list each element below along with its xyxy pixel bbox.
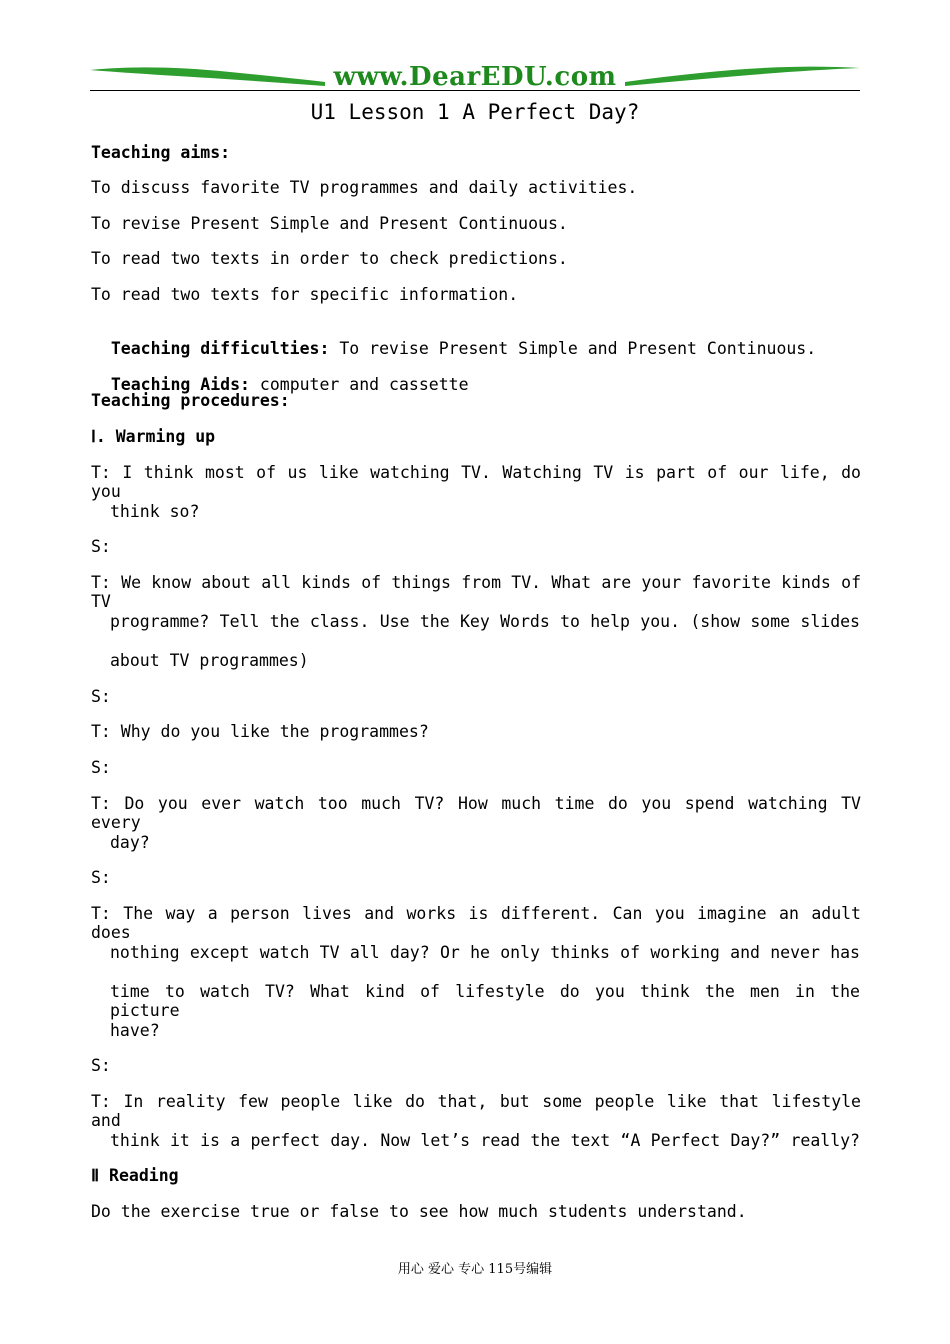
dialogue-line: T: Why do you like the programmes? xyxy=(91,722,429,741)
difficulties-row xyxy=(91,320,861,358)
page-footer: 用心 爱心 专心 115号编辑 xyxy=(397,1262,553,1277)
dialogue-line: think so? xyxy=(110,502,200,521)
dialogue-line: S: xyxy=(91,687,111,706)
dialogue-line: about TV programmes) xyxy=(110,651,309,670)
dialogue-line: T: Do you ever watch too much TV? How much time do you spend watching TV every xyxy=(91,794,861,832)
dialogue-line: think it is a perfect day. Now let’s read the text “A Perfect Day?” really? xyxy=(110,1131,860,1150)
procedures-heading: Teaching procedures: xyxy=(91,391,290,410)
aids-text: computer and cassette xyxy=(249,375,469,394)
dialogue-line: time to watch TV? What kind of lifestyle do you think the men in the picture xyxy=(110,982,860,1020)
header-rule xyxy=(90,90,860,91)
reading-instruction: Do the exercise true or false to see how much students understand. xyxy=(91,1202,747,1221)
aim-item: To revise Present Simple and Present Continuous. xyxy=(91,214,568,233)
dialogue-line: have? xyxy=(110,1021,160,1040)
dialogue-line: T: The way a person lives and works is different. Can you imagine an adult does xyxy=(91,904,861,942)
aim-item: To discuss favorite TV programmes and daily activities. xyxy=(91,178,638,197)
aim-item: To read two texts in order to check predictions. xyxy=(91,249,568,268)
brand-logo-text: www.DearEDU.com xyxy=(333,62,617,92)
aim-item: To read two texts for specific information. xyxy=(91,285,519,304)
dialogue-line: S: xyxy=(91,758,111,777)
site-header xyxy=(90,58,860,98)
dialogue-line: T: In reality few people like do that, but some people like that lifestyle and xyxy=(91,1092,861,1130)
difficulties-text: To revise Present Simple and Present Continuous. xyxy=(329,339,817,358)
aids-row xyxy=(91,356,861,394)
aims-heading: Teaching aims: xyxy=(91,143,231,162)
dialogue-line: S: xyxy=(91,868,111,887)
dialogue-line: day? xyxy=(110,833,150,852)
aids-label: Teaching Aids: xyxy=(110,375,250,394)
page-title: U1 Lesson 1 A Perfect Day? xyxy=(310,100,640,124)
dialogue-line: programme? Tell the class. Use the Key Words to help you. (show some slides xyxy=(110,612,860,631)
section-heading-reading: Ⅱ Reading xyxy=(91,1166,179,1185)
difficulties-label: Teaching difficulties: xyxy=(110,339,330,358)
section-heading-warming-up: Ⅰ. Warming up xyxy=(91,427,216,446)
dialogue-line: S: xyxy=(91,1056,111,1075)
dialogue-line: T: We know about all kinds of things from TV. What are your favorite kinds of TV xyxy=(91,573,861,611)
dialogue-line: S: xyxy=(91,537,111,556)
dialogue-line: nothing except watch TV all day? Or he only thinks of working and never has xyxy=(110,943,860,962)
dialogue-line: T: I think most of us like watching TV. Watching TV is part of our life, do you xyxy=(91,463,861,501)
